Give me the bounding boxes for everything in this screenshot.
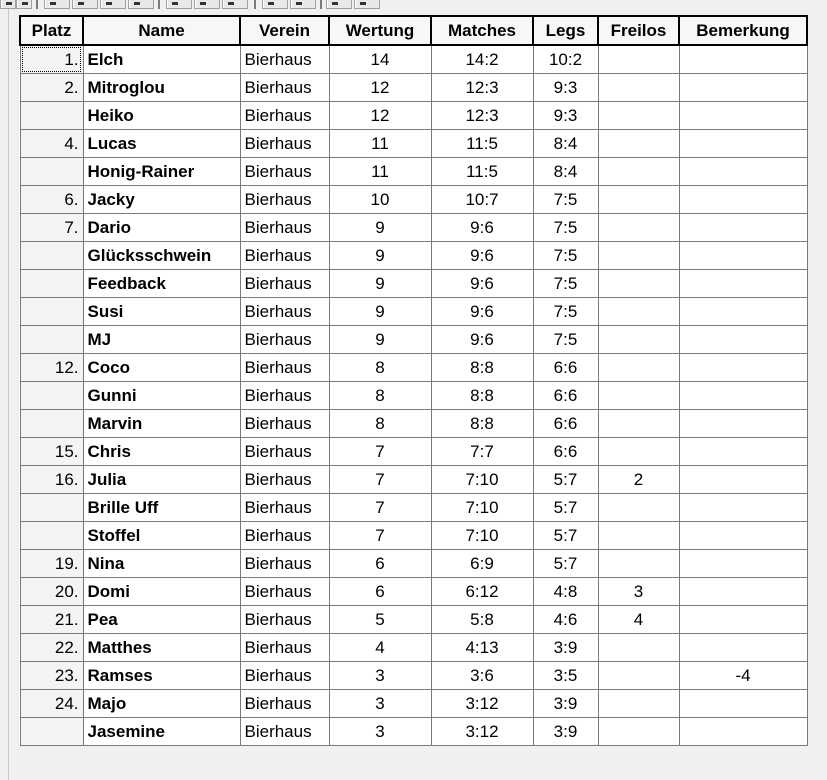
cell-matches[interactable]: 7:7 [431,438,533,466]
cell-matches[interactable]: 12:3 [431,102,533,130]
cell-legs[interactable]: 3:9 [533,634,598,662]
cell-wertung[interactable]: 4 [329,634,431,662]
arrow-icon [200,2,206,5]
cell-legs[interactable]: 4:6 [533,606,598,634]
cell-matches[interactable]: 6:12 [431,578,533,606]
cell-legs[interactable]: 8:4 [533,130,598,158]
cell-name[interactable]: Julia [83,466,240,494]
cell-freilos[interactable] [598,634,679,662]
column-header-name[interactable]: Name [83,16,240,45]
cell-legs[interactable]: 9:3 [533,102,598,130]
cell-bemerkung[interactable] [679,270,807,298]
cell-legs[interactable]: 4:8 [533,578,598,606]
cell-name[interactable]: Jasemine [83,718,240,746]
cell-matches[interactable]: 11:5 [431,158,533,186]
cell-wertung[interactable]: 3 [329,662,431,690]
table-row[interactable] [20,326,807,354]
cell-name[interactable]: Nina [83,550,240,578]
cell-legs[interactable]: 8:4 [533,158,598,186]
toolbar-button[interactable] [326,0,352,9]
cell-name[interactable]: Heiko [83,102,240,130]
table-row[interactable] [20,130,807,158]
cell-verein[interactable]: Bierhaus [240,382,329,410]
cell-freilos[interactable] [598,382,679,410]
cell-name[interactable]: Dario [83,214,240,242]
cell-platz[interactable]: 16. [20,466,83,494]
cell-verein[interactable]: Bierhaus [240,522,329,550]
cell-name[interactable]: Matthes [83,634,240,662]
header-row [20,16,807,45]
arrow-icon [360,2,366,5]
cell-bemerkung[interactable] [679,326,807,354]
cell-freilos[interactable] [598,718,679,746]
cell-freilos[interactable] [598,270,679,298]
cell-freilos[interactable]: 4 [598,606,679,634]
cell-verein[interactable]: Bierhaus [240,74,329,102]
cell-verein[interactable]: Bierhaus [240,186,329,214]
left-divider [8,9,9,780]
cell-legs[interactable]: 5:7 [533,494,598,522]
table-row[interactable] [20,354,807,382]
cell-legs[interactable]: 6:6 [533,438,598,466]
cell-platz[interactable] [20,494,83,522]
arrow-icon [134,2,140,5]
cell-bemerkung[interactable] [679,186,807,214]
cell-legs[interactable]: 3:9 [533,690,598,718]
table-row[interactable] [20,690,807,718]
toolbar-button[interactable] [100,0,126,9]
cell-verein[interactable]: Bierhaus [240,102,329,130]
column-header-matches[interactable]: Matches [431,16,533,45]
cell-wertung[interactable]: 10 [329,186,431,214]
arrow-icon [268,2,274,5]
cell-name[interactable]: Susi [83,298,240,326]
cell-bemerkung[interactable] [679,354,807,382]
cell-name[interactable]: Feedback [83,270,240,298]
cell-wertung[interactable]: 3 [329,690,431,718]
cell-name[interactable]: Glücksschwein [83,242,240,270]
cell-legs[interactable]: 7:5 [533,326,598,354]
cell-verein[interactable]: Bierhaus [240,690,329,718]
cell-matches[interactable]: 14:2 [431,45,533,74]
cell-freilos[interactable] [598,494,679,522]
cell-matches[interactable]: 8:8 [431,410,533,438]
cell-freilos[interactable] [598,214,679,242]
cell-freilos[interactable] [598,326,679,354]
cell-matches[interactable]: 9:6 [431,298,533,326]
arrow-icon [50,2,56,5]
table-row[interactable] [20,634,807,662]
arrow-icon [296,2,302,5]
cell-platz[interactable]: 20. [20,578,83,606]
column-header-legs[interactable]: Legs [533,16,598,45]
arrow-icon [22,2,28,5]
cell-wertung[interactable]: 9 [329,326,431,354]
cell-wertung[interactable]: 8 [329,354,431,382]
table-row[interactable] [20,45,807,74]
cell-bemerkung[interactable] [679,718,807,746]
cell-bemerkung[interactable] [679,382,807,410]
cell-freilos[interactable] [598,102,679,130]
cell-matches[interactable]: 5:8 [431,606,533,634]
cell-legs[interactable]: 9:3 [533,74,598,102]
cell-name[interactable]: Jacky [83,186,240,214]
cell-wertung[interactable]: 3 [329,718,431,746]
cell-platz[interactable]: 24. [20,690,83,718]
cell-verein[interactable]: Bierhaus [240,606,329,634]
cell-name[interactable]: Domi [83,578,240,606]
arrow-icon [6,2,12,5]
cell-name[interactable]: Chris [83,438,240,466]
table-row[interactable] [20,522,807,550]
table-row[interactable] [20,270,807,298]
cell-wertung[interactable]: 7 [329,522,431,550]
cell-legs[interactable]: 6:6 [533,410,598,438]
column-header-verein[interactable]: Verein [240,16,329,45]
cell-platz[interactable] [20,718,83,746]
cell-bemerkung[interactable] [679,130,807,158]
cell-platz[interactable]: 7. [20,214,83,242]
cell-name[interactable]: Majo [83,690,240,718]
toolbar-button[interactable] [72,0,98,9]
toolbar-button[interactable] [290,0,316,9]
cell-matches[interactable]: 7:10 [431,522,533,550]
cell-legs[interactable]: 10:2 [533,45,598,74]
cell-bemerkung[interactable] [679,578,807,606]
cell-freilos[interactable] [598,298,679,326]
cell-verein[interactable]: Bierhaus [240,410,329,438]
table-row[interactable] [20,410,807,438]
cell-platz[interactable]: 19. [20,550,83,578]
cell-platz[interactable]: 2. [20,74,83,102]
cell-verein[interactable]: Bierhaus [240,298,329,326]
cell-platz[interactable] [20,102,83,130]
cell-freilos[interactable] [598,690,679,718]
cell-wertung[interactable]: 7 [329,466,431,494]
cell-freilos[interactable] [598,74,679,102]
cell-matches[interactable]: 9:6 [431,214,533,242]
cell-freilos[interactable] [598,662,679,690]
cell-name[interactable]: Ramses [83,662,240,690]
toolbar-button[interactable] [44,0,70,9]
table-row[interactable] [20,438,807,466]
cell-legs[interactable]: 6:6 [533,382,598,410]
cell-platz[interactable]: 4. [20,130,83,158]
table-row[interactable] [20,298,807,326]
toolbar-separator [320,0,322,9]
arrow-icon [228,2,234,5]
cell-bemerkung[interactable] [679,45,807,74]
cell-bemerkung[interactable] [679,522,807,550]
cell-freilos[interactable] [598,186,679,214]
cell-verein[interactable]: Bierhaus [240,634,329,662]
table-row[interactable] [20,494,807,522]
cell-verein[interactable]: Bierhaus [240,494,329,522]
cell-legs[interactable]: 7:5 [533,186,598,214]
cell-verein[interactable]: Bierhaus [240,326,329,354]
cell-matches[interactable]: 3:6 [431,662,533,690]
cell-platz[interactable] [20,522,83,550]
toolbar-button[interactable] [354,0,380,9]
cell-freilos[interactable] [598,158,679,186]
cell-matches[interactable]: 8:8 [431,354,533,382]
table-row[interactable] [20,242,807,270]
toolbar-separator [36,0,38,9]
cell-bemerkung[interactable] [679,550,807,578]
cell-name[interactable]: Stoffel [83,522,240,550]
cell-verein[interactable]: Bierhaus [240,550,329,578]
cell-bemerkung[interactable] [679,438,807,466]
standings-table [19,15,808,746]
cell-verein[interactable]: Bierhaus [240,130,329,158]
cell-matches[interactable]: 11:5 [431,130,533,158]
cell-bemerkung[interactable] [679,158,807,186]
cell-wertung[interactable]: 14 [329,45,431,74]
cell-name[interactable]: Brille Uff [83,494,240,522]
cell-legs[interactable]: 6:6 [533,354,598,382]
cell-name[interactable]: MJ [83,326,240,354]
cell-bemerkung[interactable] [679,494,807,522]
cell-matches[interactable]: 4:13 [431,634,533,662]
cell-matches[interactable]: 6:9 [431,550,533,578]
cell-verein[interactable]: Bierhaus [240,718,329,746]
cell-wertung[interactable]: 9 [329,270,431,298]
cell-freilos[interactable] [598,438,679,466]
cell-matches[interactable]: 9:6 [431,242,533,270]
table-row[interactable] [20,718,807,746]
cell-wertung[interactable]: 6 [329,578,431,606]
cell-platz[interactable] [20,158,83,186]
arrow-icon [106,2,112,5]
arrow-icon [332,2,338,5]
cell-wertung[interactable]: 11 [329,130,431,158]
cell-name[interactable]: Coco [83,354,240,382]
cell-bemerkung[interactable] [679,606,807,634]
column-header-platz[interactable]: Platz [20,16,83,45]
table-row[interactable] [20,382,807,410]
cell-matches[interactable]: 10:7 [431,186,533,214]
column-header-bemerkung[interactable]: Bemerkung [679,16,807,45]
cell-platz[interactable] [20,298,83,326]
toolbar-button[interactable] [262,0,288,9]
cell-name[interactable]: Honig-Rainer [83,158,240,186]
toolbar-button[interactable] [0,0,16,9]
cell-matches[interactable]: 3:12 [431,718,533,746]
arrow-icon [78,2,84,5]
table-row[interactable] [20,662,807,690]
cell-wertung[interactable]: 9 [329,298,431,326]
cell-legs[interactable]: 7:5 [533,270,598,298]
cell-name[interactable]: Pea [83,606,240,634]
cell-bemerkung[interactable] [679,690,807,718]
column-header-freilos[interactable]: Freilos [598,16,679,45]
cell-platz[interactable] [20,242,83,270]
cell-matches[interactable]: 9:6 [431,270,533,298]
cell-platz[interactable] [20,326,83,354]
cell-legs[interactable]: 5:7 [533,522,598,550]
toolbar [0,0,827,9]
cell-bemerkung[interactable] [679,102,807,130]
toolbar-button[interactable] [166,0,192,9]
cell-verein[interactable]: Bierhaus [240,578,329,606]
cell-verein[interactable]: Bierhaus [240,662,329,690]
cell-freilos[interactable]: 3 [598,578,679,606]
cell-verein[interactable]: Bierhaus [240,466,329,494]
cell-legs[interactable]: 7:5 [533,214,598,242]
column-header-wertung[interactable]: Wertung [329,16,431,45]
table-row[interactable] [20,102,807,130]
cell-verein[interactable]: Bierhaus [240,214,329,242]
cell-platz[interactable]: 23. [20,662,83,690]
toolbar-separator [158,0,160,9]
cell-matches[interactable]: 3:12 [431,690,533,718]
cell-freilos[interactable] [598,550,679,578]
toolbar-button[interactable] [222,0,248,9]
cell-wertung[interactable]: 8 [329,410,431,438]
cell-platz[interactable]: 12. [20,354,83,382]
cell-verein[interactable]: Bierhaus [240,354,329,382]
table-row[interactable] [20,550,807,578]
cell-verein[interactable]: Bierhaus [240,438,329,466]
cell-freilos[interactable] [598,242,679,270]
cell-verein[interactable]: Bierhaus [240,45,329,74]
cell-legs[interactable]: 7:5 [533,298,598,326]
cell-platz[interactable] [20,270,83,298]
table-row[interactable] [20,578,807,606]
cell-platz[interactable] [20,410,83,438]
toolbar-button[interactable] [128,0,154,9]
cell-matches[interactable]: 9:6 [431,326,533,354]
standings-panel [19,9,827,780]
cell-legs[interactable]: 3:5 [533,662,598,690]
cell-verein[interactable]: Bierhaus [240,270,329,298]
cell-legs[interactable]: 5:7 [533,466,598,494]
cell-freilos[interactable] [598,354,679,382]
cell-matches[interactable]: 7:10 [431,466,533,494]
cell-freilos[interactable]: 2 [598,466,679,494]
cell-platz[interactable] [20,382,83,410]
cell-bemerkung[interactable] [679,466,807,494]
toolbar-button[interactable] [194,0,220,9]
cell-matches[interactable]: 12:3 [431,74,533,102]
toolbar-button[interactable] [16,0,32,9]
cell-platz[interactable]: 6. [20,186,83,214]
table-row[interactable] [20,606,807,634]
cell-freilos[interactable] [598,130,679,158]
arrow-icon [172,2,178,5]
cell-freilos[interactable] [598,410,679,438]
cell-platz[interactable]: 22. [20,634,83,662]
cell-name[interactable]: Lucas [83,130,240,158]
cell-bemerkung[interactable] [679,74,807,102]
cell-wertung[interactable]: 7 [329,438,431,466]
cell-name[interactable]: Gunni [83,382,240,410]
cell-wertung[interactable]: 8 [329,382,431,410]
cell-bemerkung[interactable] [679,410,807,438]
cell-bemerkung[interactable]: -4 [679,662,807,690]
cell-bemerkung[interactable] [679,298,807,326]
cell-name[interactable]: Elch [83,45,240,74]
cell-platz[interactable]: 21. [20,606,83,634]
cell-legs[interactable]: 7:5 [533,242,598,270]
cell-matches[interactable]: 8:8 [431,382,533,410]
cell-verein[interactable]: Bierhaus [240,242,329,270]
cell-freilos[interactable] [598,522,679,550]
table-body [20,45,807,746]
cell-name[interactable]: Mitroglou [83,74,240,102]
cell-wertung[interactable]: 11 [329,158,431,186]
cell-bemerkung[interactable] [679,214,807,242]
cell-verein[interactable]: Bierhaus [240,158,329,186]
cell-wertung[interactable]: 5 [329,606,431,634]
cell-bemerkung[interactable] [679,634,807,662]
table-row[interactable] [20,74,807,102]
cell-wertung[interactable]: 6 [329,550,431,578]
cell-name[interactable]: Marvin [83,410,240,438]
cell-matches[interactable]: 7:10 [431,494,533,522]
cell-freilos[interactable] [598,45,679,74]
table-row[interactable] [20,158,807,186]
table-row[interactable] [20,214,807,242]
cell-legs[interactable]: 3:9 [533,718,598,746]
cell-wertung[interactable]: 12 [329,74,431,102]
cell-legs[interactable]: 5:7 [533,550,598,578]
cell-bemerkung[interactable] [679,242,807,270]
cell-platz[interactable]: 15. [20,438,83,466]
cell-wertung[interactable]: 12 [329,102,431,130]
cell-platz[interactable]: 1. [20,45,83,74]
toolbar-separator [254,0,256,9]
cell-wertung[interactable]: 9 [329,214,431,242]
table-row[interactable] [20,466,807,494]
cell-wertung[interactable]: 9 [329,242,431,270]
cell-wertung[interactable]: 7 [329,494,431,522]
table-row[interactable] [20,186,807,214]
